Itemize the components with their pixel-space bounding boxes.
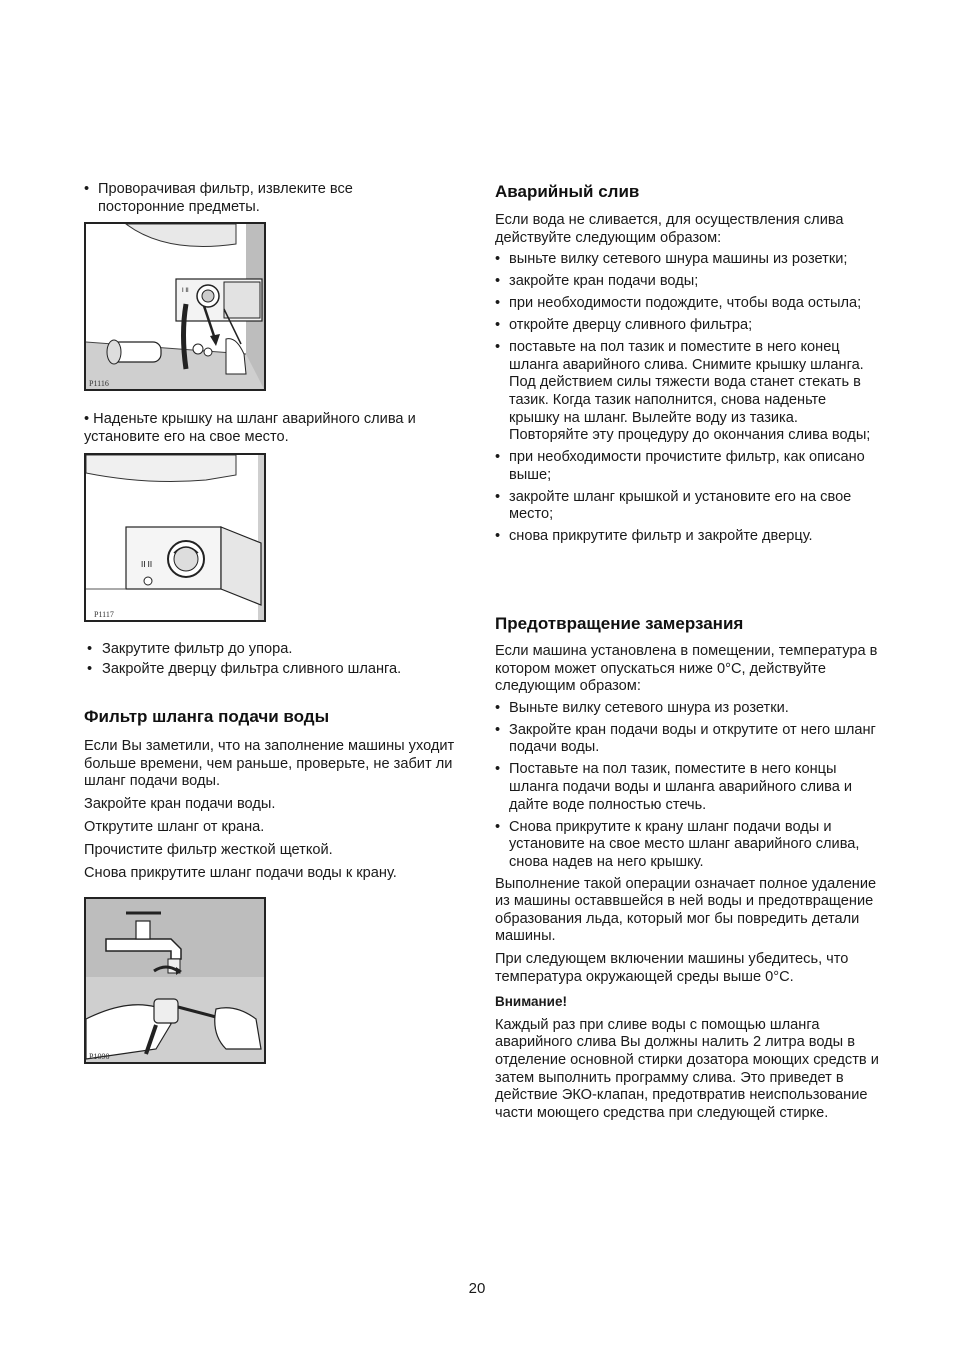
freeze-step-1: • Выньте вилку сетевого шнура из розетки. — [495, 700, 880, 718]
svg-text:I II: I II — [182, 288, 189, 294]
paragraph-unscrew-hose: Открутите шланг от крана. — [84, 818, 265, 835]
filter-removal-illustration — [86, 224, 264, 389]
cap-hose-illustration — [86, 455, 264, 620]
drain-steps-list — [495, 251, 880, 546]
left-column — [84, 0, 464, 1061]
warning-text: Каждый раз при сливе воды с помощью шланга аварийного слива Вы должны налить 2 литра воды в отделение основной стирки дозатора моющих средств и затем выполнить программу слива. Это приведет в действие ЭКО-клапан, предотвратив неиспользование части моющего средства при следующей стирке. — [495, 1016, 879, 1121]
freeze-steps-list — [495, 700, 880, 872]
figure-label-p1117: P1117 — [94, 610, 114, 619]
bullet-close-door: • Закройте дверцу фильтра сливного шланга. — [84, 661, 464, 679]
drain-step-8: • снова прикрутите фильтр и закройте дверцу. — [495, 528, 880, 546]
figure-label-p1090: P1090 — [89, 1052, 110, 1061]
drain-step-5: • поставьте на пол тазик и поместите в него конец шланга аварийного слива. Снимите крышку шланга. Под действием силы тяжести вода станет стекать в тазик. Когда тазик наполнится, снова наденьте крышку на шланг. Вылейте воду из тазика. Повторяйте эту процедуру до окончания слива воды; — [495, 339, 880, 445]
drain-step-4: • откройте дверцу сливного фильтра; — [495, 317, 880, 335]
bullet-tighten-filter: • Закрутите фильтр до упора. — [84, 641, 464, 659]
bullet-cap-hose-text: Наденьте крышку на шланг аварийного слива и установите его на свое место. — [84, 411, 416, 445]
paragraph-temperature-check: При следующем включении машины убедитесь, что температура окружающей среды выше 0°C. — [495, 951, 849, 985]
freeze-step-3: • Поставьте на пол тазик, поместите в него концы шланга подачи воды и шланга аварийного слива и дайте воде полностью стечь. — [495, 761, 880, 814]
filter-bullets — [84, 641, 464, 678]
tap-cleaning-illustration — [86, 899, 264, 1062]
drain-step-1: • выньте вилку сетевого шнура машины из розетки; — [495, 251, 880, 269]
section-heading-freeze-prevention: Предотвращение замерзания — [495, 614, 744, 633]
paragraph-freeze-intro: Если машина установлена в помещении, температура в котором может опускаться ниже 0°C, действуйте следующим образом: — [495, 643, 878, 695]
paragraph-clean-filter: Прочистите фильтр жесткой щеткой. — [84, 841, 333, 858]
freeze-prevention-text — [495, 643, 880, 1122]
drain-step-6: • при необходимости прочистите фильтр, как описано выше; — [495, 449, 880, 484]
figure-tap-filter-cleaning — [84, 897, 266, 1064]
freeze-step-2: • Закройте кран подачи воды и открутите от него шланг подачи воды. — [495, 722, 880, 757]
bullet-cap-hose — [84, 411, 454, 446]
section-heading-inlet-filter: Фильтр шланга подачи воды — [84, 707, 330, 726]
paragraph-close-tap: Закройте кран подачи воды. — [84, 795, 276, 812]
section-heading-emergency-drain: Аварийный слив — [495, 182, 640, 201]
inlet-filter-text — [84, 738, 462, 883]
warning-title: Внимание! — [495, 994, 567, 1010]
paragraph-drain-intro: Если вода не сливается, для осуществления слива действуйте следующим образом: — [495, 212, 844, 246]
figure-label-p1116: P1116 — [89, 379, 109, 388]
emergency-drain-text — [495, 212, 880, 550]
figure-filter-removal — [84, 222, 266, 391]
figure-cap-hose — [84, 453, 266, 622]
bullet-mark: • — [84, 411, 94, 427]
paragraph-operation-meaning: Выполнение такой операции означает полное удаление из машины оставвшейся в ней воды и предотвращение образования льда, который мог бы повредить детали машины. — [495, 875, 877, 945]
page-number: 20 — [468, 1280, 486, 1297]
freeze-step-4: • Снова прикрутите к крану шланг подачи воды и установите на свое место шланг аварийного слива, снова надев на него крышку. — [495, 819, 880, 872]
bullet-remove-objects: • Проворачивая фильтр, извлеките все посторонние предметы. — [84, 181, 398, 216]
paragraph-reattach-hose: Снова прикрутите шланг подачи воды к крану. — [84, 865, 397, 882]
drain-step-7: • закройте шланг крышкой и установите его на свое место; — [495, 489, 880, 524]
drain-step-2: • закройте кран подачи воды; — [495, 273, 880, 291]
paragraph-inlet-intro: Если Вы заметили, что на заполнение машины уходит больше времени, чем раньше, проверьте, не забит ли шланг подачи воды. — [84, 738, 455, 790]
drain-step-3: • при необходимости подождите, чтобы вода остыла; — [495, 295, 880, 313]
svg-text:II II: II II — [141, 560, 153, 569]
